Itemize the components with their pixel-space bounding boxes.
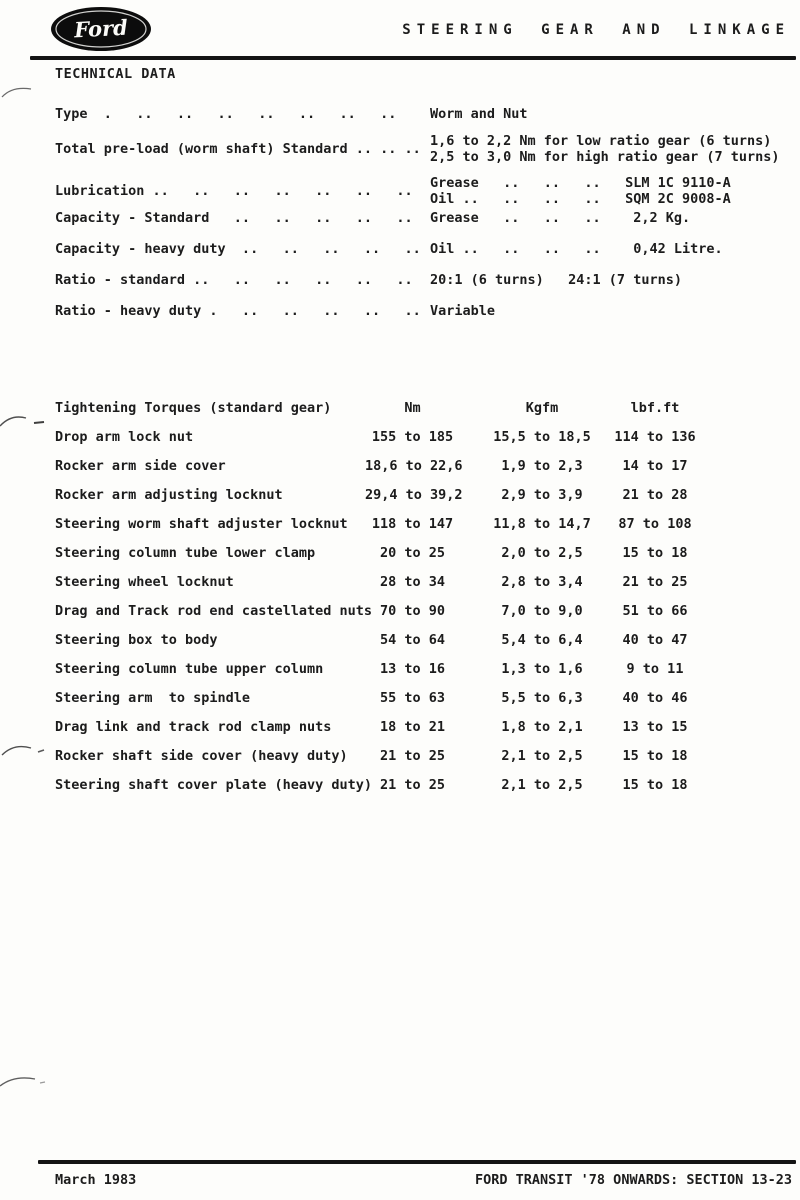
torque-row (55, 719, 755, 748)
nm-value: 54 to 64 (379, 632, 446, 648)
spec-label: Capacity - Standard .. .. .. .. .. (55, 210, 413, 226)
nm-value: 29,4 to 39,2 (365, 487, 463, 503)
spec-value-line: Grease .. .. .. SLM 1C 9110-A (430, 175, 731, 191)
kgfm-value: 2,0 to 2,5 (501, 545, 583, 561)
spec-value (430, 272, 682, 288)
nm-value: 70 to 90 (379, 603, 446, 619)
margin-pen-mark (0, 740, 50, 762)
torque-row (55, 661, 755, 690)
spec-row (55, 210, 690, 226)
spec-row (55, 133, 780, 165)
ford-logo-script: Ford (73, 14, 129, 43)
torque-row (55, 603, 755, 632)
spec-value-line: Oil .. .. .. .. SQM 2C 9008-A (430, 191, 731, 207)
kgfm-value: 2,1 to 2,5 (501, 777, 583, 793)
kgfm-value: 1,3 to 1,6 (501, 661, 583, 677)
component-name: Steering column tube lower clamp (55, 545, 316, 561)
header-rule (30, 56, 796, 60)
component-name: Rocker arm side cover (55, 458, 226, 474)
spec-value-line: Grease .. .. .. 2,2 Kg. (430, 210, 691, 226)
lbfft-value: 40 to 46 (622, 690, 688, 706)
kgfm-value: 1,8 to 2,1 (501, 719, 583, 735)
nm-value: 13 to 16 (379, 661, 446, 677)
column-header-kgfm: Kgfm (525, 400, 559, 416)
spec-value-line: 2,5 to 3,0 Nm for high ratio gear (7 turns) (430, 149, 780, 165)
component-name: Steering arm to spindle (55, 690, 251, 706)
kgfm-value: 2,8 to 3,4 (501, 574, 583, 590)
torque-row (55, 487, 755, 516)
kgfm-value: 2,1 to 2,5 (501, 748, 583, 764)
component-name: Steering wheel locknut (55, 574, 234, 590)
spec-value-line: 1,6 to 2,2 Nm for low ratio gear (6 turns) (430, 133, 772, 149)
spec-value (430, 106, 528, 122)
lbfft-value: 15 to 18 (622, 748, 688, 764)
page-title: STEERING GEAR AND LINKAGE (402, 22, 790, 38)
kgfm-value: 11,8 to 14,7 (493, 516, 591, 532)
spec-label: Total pre-load (worm shaft) Standard .. .. .. (55, 141, 421, 157)
component-name: Steering worm shaft adjuster locknut (55, 516, 348, 532)
torque-table-header (55, 400, 755, 429)
lbfft-value: 87 to 108 (618, 516, 692, 532)
nm-value: 155 to 185 (371, 429, 454, 445)
footer-section-ref: FORD TRANSIT '78 ONWARDS: SECTION 13-23 (475, 1172, 792, 1188)
lbfft-value: 21 to 25 (622, 574, 688, 590)
torque-row (55, 458, 755, 487)
torque-row (55, 690, 755, 719)
torque-row (55, 574, 755, 603)
spec-label: Capacity - heavy duty .. .. .. .. .. (55, 241, 421, 257)
torque-row (55, 545, 755, 574)
ford-logo (50, 6, 152, 56)
spec-value (430, 175, 731, 207)
spec-row (55, 175, 731, 207)
nm-value: 21 to 25 (379, 748, 446, 764)
torque-table-title: Tightening Torques (standard gear) (55, 400, 332, 416)
column-header-nm: Nm (404, 400, 421, 416)
nm-value: 118 to 147 (371, 516, 454, 532)
component-name: Drag link and track rod clamp nuts (55, 719, 332, 735)
margin-pen-mark (0, 1070, 52, 1092)
kgfm-value: 5,5 to 6,3 (501, 690, 583, 706)
spec-value-line: 20:1 (6 turns) 24:1 (7 turns) (430, 272, 682, 288)
component-name: Drag and Track rod end castellated nuts (55, 603, 372, 619)
column-header-lbfft: lbf.ft (630, 400, 680, 416)
margin-pen-mark (0, 82, 46, 102)
torque-table (55, 400, 755, 806)
margin-pen-mark (0, 410, 50, 432)
lbfft-value: 51 to 66 (622, 603, 688, 619)
kgfm-value: 15,5 to 18,5 (493, 429, 591, 445)
spec-row (55, 241, 723, 257)
spec-label: Type . .. .. .. .. .. .. .. (55, 106, 397, 122)
torque-table-body (55, 429, 755, 806)
nm-value: 55 to 63 (379, 690, 446, 706)
spec-row (55, 106, 528, 122)
nm-value: 18,6 to 22,6 (365, 458, 463, 474)
spec-row (55, 272, 682, 288)
footer-rule (38, 1160, 796, 1164)
lbfft-value: 114 to 136 (614, 429, 696, 445)
nm-value: 21 to 25 (379, 777, 446, 793)
lbfft-value: 21 to 28 (622, 487, 688, 503)
nm-value: 18 to 21 (379, 719, 446, 735)
spec-value (430, 303, 495, 319)
component-name: Rocker arm adjusting locknut (55, 487, 283, 503)
lbfft-value: 9 to 11 (626, 661, 684, 677)
component-name: Steering box to body (55, 632, 218, 648)
torque-row (55, 748, 755, 777)
spec-row (55, 303, 495, 319)
spec-value (430, 241, 723, 257)
lbfft-value: 15 to 18 (622, 777, 688, 793)
spec-value (430, 133, 780, 165)
nm-value: 28 to 34 (379, 574, 446, 590)
kgfm-value: 1,9 to 2,3 (501, 458, 583, 474)
spec-label: Lubrication .. .. .. .. .. .. .. (55, 183, 413, 199)
footer-date: March 1983 (55, 1172, 137, 1188)
spec-label: Ratio - heavy duty . .. .. .. .. .. (55, 303, 421, 319)
spec-value-line: Variable (430, 303, 496, 319)
section-heading: TECHNICAL DATA (55, 66, 176, 82)
torque-row (55, 516, 755, 545)
spec-label: Ratio - standard .. .. .. .. .. .. (55, 272, 413, 288)
kgfm-value: 7,0 to 9,0 (501, 603, 583, 619)
spec-value-line: Oil .. .. .. .. 0,42 Litre. (430, 241, 723, 257)
torque-row (55, 429, 755, 458)
kgfm-value: 2,9 to 3,9 (501, 487, 583, 503)
torque-row (55, 777, 755, 806)
torque-row (55, 632, 755, 661)
lbfft-value: 14 to 17 (622, 458, 688, 474)
lbfft-value: 15 to 18 (622, 545, 688, 561)
kgfm-value: 5,4 to 6,4 (501, 632, 583, 648)
spec-value-line: Worm and Nut (430, 106, 528, 122)
component-name: Rocker shaft side cover (heavy duty) (55, 748, 348, 764)
spec-value (430, 210, 690, 226)
lbfft-value: 13 to 15 (622, 719, 688, 735)
component-name: Steering shaft cover plate (heavy duty) (55, 777, 372, 793)
component-name: Drop arm lock nut (55, 429, 194, 445)
component-name: Steering column tube upper column (55, 661, 324, 677)
nm-value: 20 to 25 (379, 545, 446, 561)
lbfft-value: 40 to 47 (622, 632, 688, 648)
